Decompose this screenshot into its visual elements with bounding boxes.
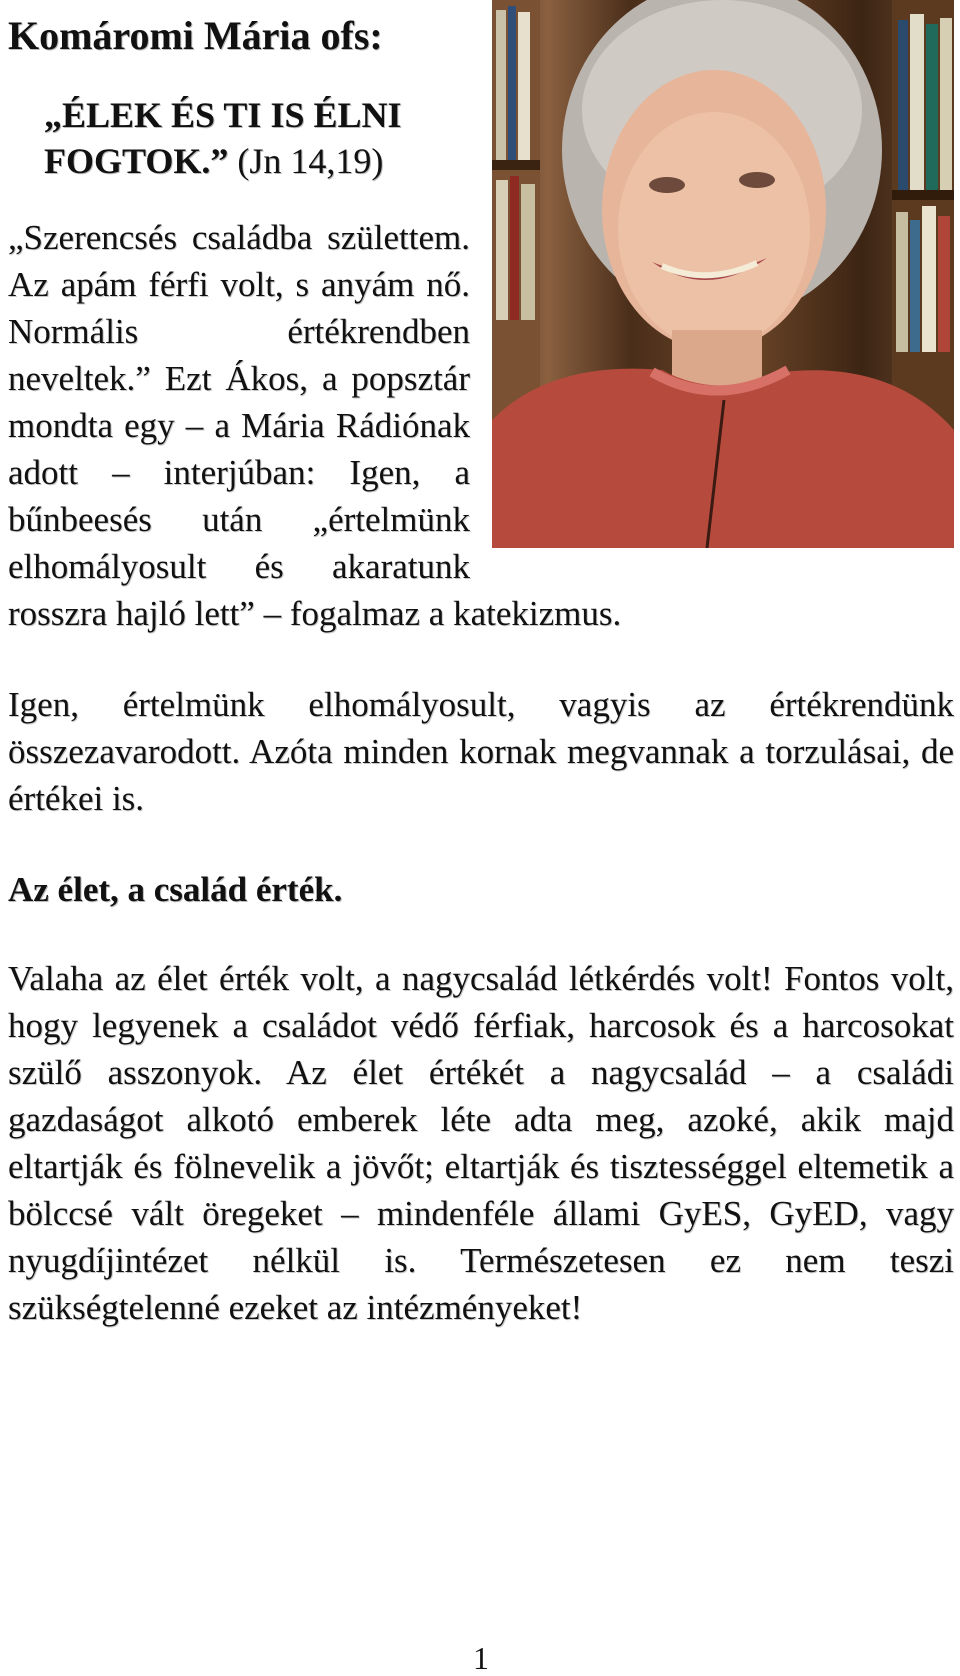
section-subheading: Az élet, a család érték. [8,870,343,909]
paragraph-family: Valaha az élet érték volt, a nagycsalád létkérdés volt! Fontos volt, hogy legyenek a családot védő férfiak, harcosok és a harcosokat szülő asszonyok. Az élet értékét a nagycsalád – a családi gazdaságot alkotó emberek léte adta meg, azoké, akik majd eltartják és fölnevelik a jövőt; eltartják és tisztességgel eltemetik a bölccsé vált öregeket – mindenféle állami GyES, GyED, vagy nyugdíjintézet nélkül is. Természetesen ez nem teszi szükségtelenné ezeket az intézményeket! [8,959,954,1327]
author-portrait-photo [492,0,954,548]
title-text: „ÉLEK ÉS TI IS ÉLNI FOGTOK.” [44,95,402,181]
bible-reference: (Jn 14,19) [237,141,384,181]
paragraph-intro: „Szerencsés családba születtem. Az apám férfi volt, s anyám nő. Normális értékrendben neveltek.” Ezt Ákos, a popsztár mondta egy – a Mária Rádiónak adott – interjúban: Igen, a bűnbeesés után „értelmünk elhomályosult és akaratunk rosszra hajló lett” – fogalmaz a katekizmus. [8,218,622,633]
portrait-icon [492,0,954,548]
paragraph-values: Igen, értelmünk elhomályosult, vagyis az értékrendünk összezavarodott. Azóta minden kornak megvannak a torzulásai, de értékei is. [8,685,954,818]
page-number: 1 [473,1640,489,1676]
document-page [8,0,954,1676]
author-name: Komáromi Mária ofs: [8,13,383,58]
